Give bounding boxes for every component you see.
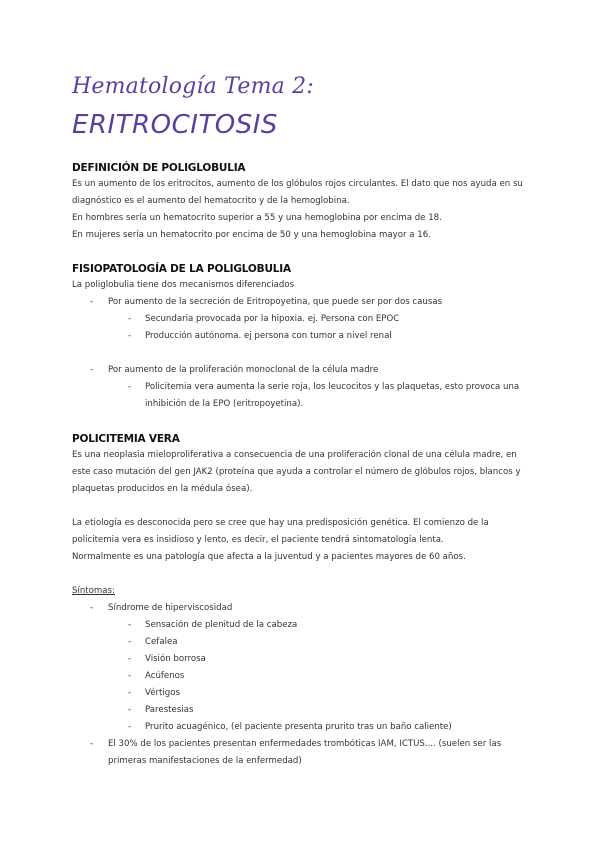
list-item: Secundaria provocada por la hipoxia. ej. Persona con EPOC [145,314,400,324]
paragraph-intro-mecanismos: La poliglobulia tiene dos mecanismos diferenciados [72,280,295,290]
list-item: Policitemia vera aumenta la serie roja, los leucocitos y las plaquetas, esto provoca una [145,382,520,392]
symptoms-label: Síntomas: [72,586,115,596]
document-subtitle: ERITROCITOSIS [72,110,278,140]
paragraph-edad: Normalmente es una patología que afecta a la juventud y a pacientes mayores de 60 años. [72,552,466,562]
list-item: Acúfenos [145,671,185,681]
bullet-dash: - [90,739,94,749]
list-item-continuation: primeras manifestaciones de la enfermedad) [108,756,302,766]
list-item: Sensación de plenitud de la cabeza [145,620,298,630]
bullet-dash: - [128,382,132,392]
bullet-dash: - [128,637,132,647]
section-heading-policitemia: POLICITEMIA VERA [72,433,180,445]
list-item: Por aumento de la secreción de Eritropoyetina, que puede ser por dos causas [108,297,443,307]
bullet-dash: - [128,671,132,681]
paragraph-hombres: En hombres sería un hematocrito superior a 55 y una hemoglobina por encima de 18. [72,213,442,223]
document-title: Hematología Tema 2: [72,74,314,99]
list-item: El 30% de los pacientes presentan enfermedades trombóticas IAM, ICTUS.... (suelen ser las [108,739,502,749]
bullet-dash: - [90,603,94,613]
bullet-dash: - [128,314,132,324]
list-item: Síndrome de hiperviscosidad [108,603,233,613]
bullet-dash: - [90,365,94,375]
list-item: Cefalea [145,637,178,647]
list-item: Visión borrosa [145,654,206,664]
list-item: Producción autónoma. ej persona con tumor a nivel renal [145,331,392,341]
list-item: Prurito acuagénico, (el paciente presenta prurito tras un baño caliente) [145,722,452,732]
list-item: Por aumento de la proliferación monoclonal de la célula madre [108,365,379,375]
bullet-dash: - [128,620,132,630]
list-item-continuation: inhibición de la EPO (eritropoyetina). [145,399,304,409]
bullet-dash: - [128,705,132,715]
section-heading-definicion: DEFINICIÓN DE POLIGLOBULIA [72,162,246,174]
paragraph-etiologia: La etiología es desconocida pero se cree que hay una predisposición genética. El comienzo de la policitemia vera es insidioso y lento, es decir, el paciente tendrá sintomatología lenta. [72,518,489,545]
list-item: Vértigos [145,688,180,698]
section-heading-fisiopatologia: FISIOPATOLOGÍA DE LA POLIGLOBULIA [72,263,291,275]
bullet-dash: - [128,654,132,664]
list-item: Parestesias [145,705,194,715]
paragraph-neoplasia: Es una neoplasia mieloproliferativa a consecuencia de una proliferación clonal de una célula madre, en este caso mutación del gen JAK2 (proteína que ayuda a controlar el número de glóbulos rojos, blancos y plaquetas producidos en la médula ósea). [72,450,521,494]
paragraph-mujeres: En mujeres sería un hematocrito por encima de 50 y una hemoglobina mayor a 16. [72,230,431,240]
bullet-dash: - [128,722,132,732]
bullet-dash: - [128,688,132,698]
paragraph-definicion: Es un aumento de los eritrocitos, aumento de los glóbulos rojos circulantes. El dato que nos ayuda en su diagnóstico es el aumento del hematocrito y de la hemoglobina. [72,179,523,206]
bullet-dash: - [90,297,94,307]
bullet-dash: - [128,331,132,341]
